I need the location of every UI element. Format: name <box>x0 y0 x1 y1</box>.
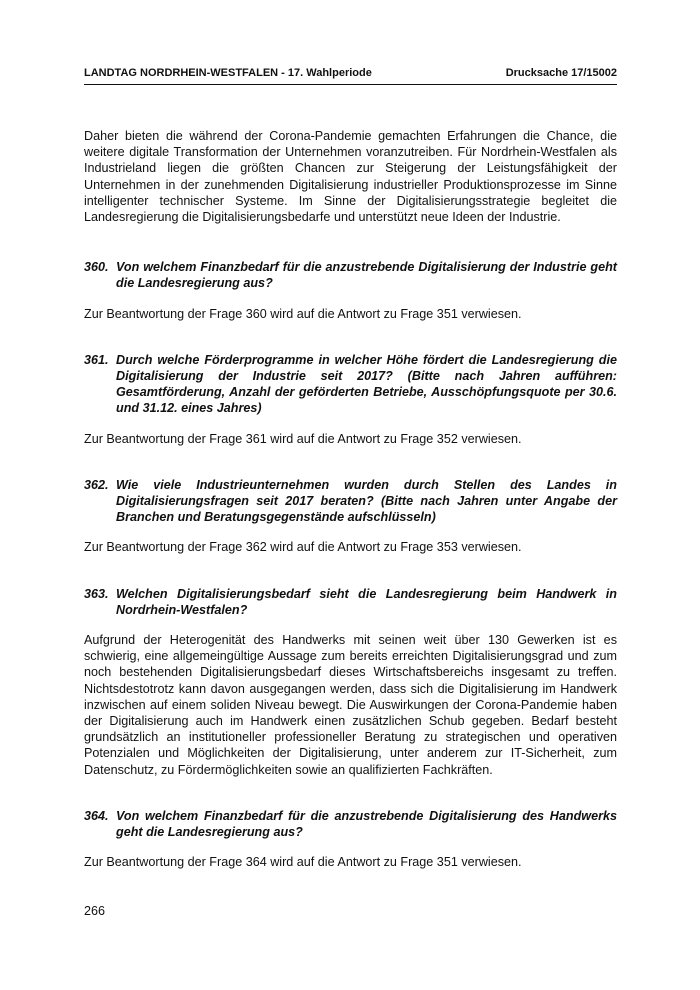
question-number: 364. <box>84 808 109 823</box>
question-text: Durch welche Förderprogramme in welcher Höhe fördert die Landesregierung die Digitalisierung der Industrie seit 2017? (Bitte nach Jahren aufführen: Gesamtförderung, Anzahl der geförderten Betriebe, Ausschöpfungsquote per 30.6. und 31.12. eines Jahres) <box>116 352 617 416</box>
answer-362: Zur Beantwortung der Frage 362 wird auf die Antwort zu Frage 353 verwiesen. <box>84 540 522 555</box>
question-number: 362. <box>84 477 109 492</box>
question-360 <box>84 259 617 291</box>
question-number: 361. <box>84 352 109 367</box>
qa-block-361 <box>84 352 617 447</box>
document-body <box>84 128 617 871</box>
question-362 <box>84 477 617 526</box>
header-document-number: Drucksache 17/15002 <box>505 67 617 79</box>
qa-block-363 <box>84 586 617 778</box>
question-361 <box>84 352 617 417</box>
answer-363: Aufgrund der Heterogenität des Handwerks mit seinen weit über 130 Gewerken ist es schwierig, eine allgemeingültige Aussage zum bereits erreichten Digitalisierungsgrad und zum noch bestehenden Digitalisierungsbedarf dieses Wirtschaftsbereichs insgesamt zu treffen. Nichtsdestotrotz kann davon ausgegangen werden, dass sich die Digitalisierung im Handwerk inzwischen auf einem soliden Niveau bewegt. Die Auswirkungen der Corona-Pandemie haben der Digitalisierung auch im Handwerk einen zusätzlichen Schub gegeben. Bedarf besteht grundsätzlich an institutioneller professioneller Beratung zu strategischen und operativen Potenzialen und Möglichkeiten der Digitalisierung, unter anderem zur IT-Sicherheit, zum Datenschutz, zu Fördermöglichkeiten sowie an qualifizierten Fachkräften. <box>84 633 617 777</box>
page-number: 266 <box>84 904 106 918</box>
question-number: 360. <box>84 260 109 275</box>
qa-block-362 <box>84 477 617 556</box>
question-text: Wie viele Industrieunternehmen wurden durch Stellen des Landes in Digitalisierungsfragen seit 2017 beraten? (Bitte nach Jahren unter Angabe der Branchen und Beratungsgegenstände aufschlüsseln) <box>116 477 617 525</box>
question-364 <box>84 808 617 840</box>
qa-block-364 <box>84 808 617 871</box>
question-text: Von welchem Finanzbedarf für die anzustrebende Digitalisierung der Industrie geht die Landesregierung aus? <box>116 260 617 291</box>
page-header <box>84 66 617 85</box>
question-text: Welchen Digitalisierungsbedarf sieht die Landesregierung beim Handwerk in Nordrhein-Westfalen? <box>116 586 617 617</box>
answer-361: Zur Beantwortung der Frage 361 wird auf die Antwort zu Frage 352 verwiesen. <box>84 431 522 446</box>
answer-360: Zur Beantwortung der Frage 360 wird auf die Antwort zu Frage 351 verwiesen. <box>84 306 522 321</box>
qa-block-360 <box>84 259 617 322</box>
answer-364: Zur Beantwortung der Frage 364 wird auf die Antwort zu Frage 351 verwiesen. <box>84 855 522 870</box>
question-number: 363. <box>84 586 109 601</box>
header-parliament-title: LANDTAG NORDRHEIN-WESTFALEN - 17. Wahlperiode <box>84 67 372 79</box>
question-text: Von welchem Finanzbedarf für die anzustrebende Digitalisierung des Handwerks geht die Landesregierung aus? <box>116 808 617 840</box>
question-363 <box>84 586 617 618</box>
intro-paragraph: Daher bieten die während der Corona-Pandemie gemachten Erfahrungen die Chance, die weitere digitale Transformation der Unternehmen voranzutreiben. Für Nordrhein-Westfalen als Industrieland liegen die größten Chancen zur Steigerung der Leistungsfähigkeit der Unternehmen in der zunehmenden Digitalisierung industrieller Produktionsprozesse im Sinne intelligenter technischer Systeme. Im Sinne der Digitalisierungsstrategie begleitet die Landesregierung die Digitalisierungsbedarfe und unterstützt neue Ideen der Industrie. <box>84 129 617 225</box>
